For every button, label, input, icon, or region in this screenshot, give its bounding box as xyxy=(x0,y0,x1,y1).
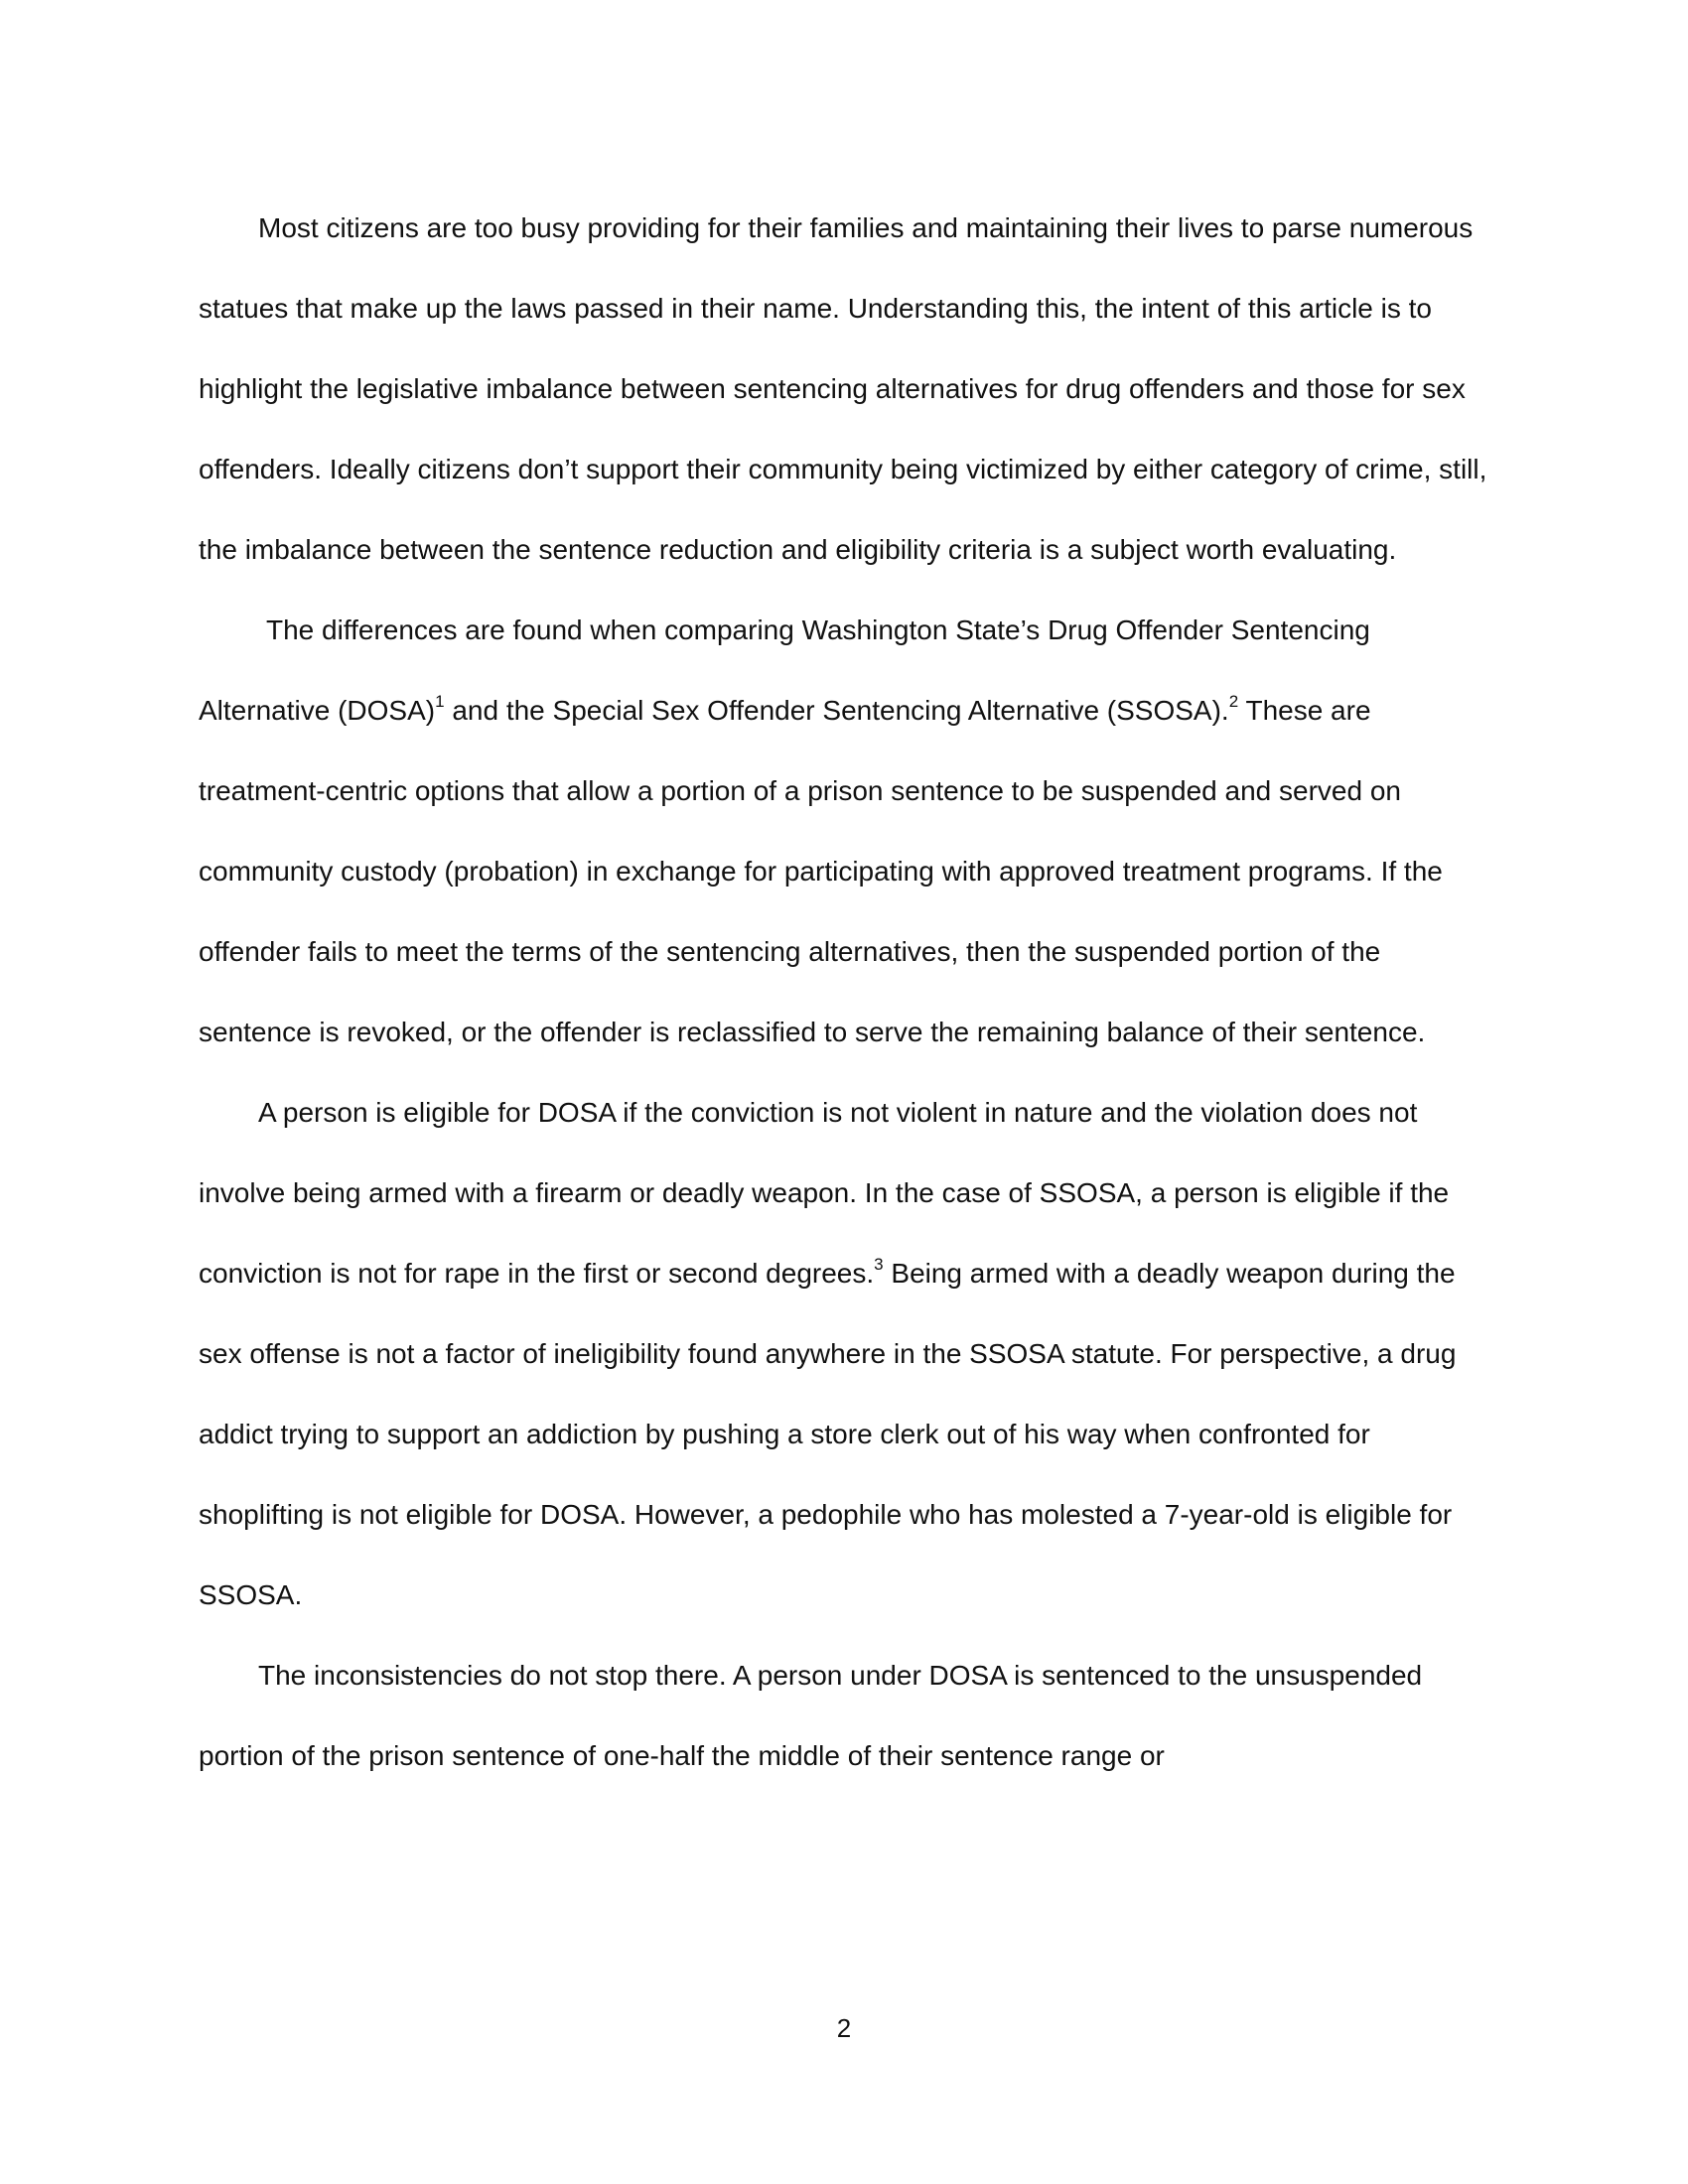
footnote-ref-3: 3 xyxy=(874,1254,884,1274)
paragraph-2-text-c: These are treatment-centric options that allow a portion of a prison sentence to be suspended and served on community custody (probation) in exchange for participating with approved treatment programs. If the offender fails to meet the terms of the sentencing alternatives, then the suspended portion of the sentence is revoked, or the offender is reclassified to serve the remaining balance of their sentence. xyxy=(199,695,1443,1047)
paragraph-3 xyxy=(199,1072,1489,1635)
paragraph-2-text-b: and the Special Sex Offender Sentencing Alternative (SSOSA). xyxy=(444,695,1229,726)
paragraph-4 xyxy=(199,1635,1489,1796)
paragraph-1-text: Most citizens are too busy providing for their families and maintaining their lives to parse numerous statues that make up the laws passed in their name. Understanding this, the intent of this article is to highlight the legislative imbalance between sentencing alternatives for drug offenders and those for sex offenders. Ideally citizens don’t support their community being victimized by either category of crime, still, the imbalance between the sentence reduction and eligibility criteria is a subject worth evaluating. xyxy=(199,212,1487,565)
paragraph-4-text: The inconsistencies do not stop there. A person under DOSA is sentenced to the unsuspended portion of the prison sentence of one-half the middle of their sentence range or xyxy=(199,1660,1423,1771)
paragraph-1 xyxy=(199,188,1489,590)
paragraph-3-text-b: Being armed with a deadly weapon during the sex offense is not a factor of ineligibility found anywhere in the SSOSA statute. For perspective, a drug addict trying to support an addiction by pushing a store clerk out of his way when confronted for shoplifting is not eligible for DOSA. However, a pedophile who has molested a 7-year-old is eligible for SSOSA. xyxy=(199,1258,1457,1610)
footnote-ref-1: 1 xyxy=(435,691,445,711)
paragraph-2-text-a: The differences are found when comparing Washington State’s Drug Offender Sentencing Alternative (DOSA) xyxy=(199,614,1370,726)
body-text xyxy=(199,188,1489,1796)
paragraph-3-text-a: A person is eligible for DOSA if the conviction is not violent in nature and the violation does not involve being armed with a firearm or deadly weapon. In the case of SSOSA, a person is eligible if the conviction is not for rape in the first or second degrees. xyxy=(199,1097,1450,1289)
paragraph-2 xyxy=(199,590,1489,1072)
page-number: 2 xyxy=(836,2013,852,2043)
footnote-ref-2: 2 xyxy=(1228,691,1239,711)
